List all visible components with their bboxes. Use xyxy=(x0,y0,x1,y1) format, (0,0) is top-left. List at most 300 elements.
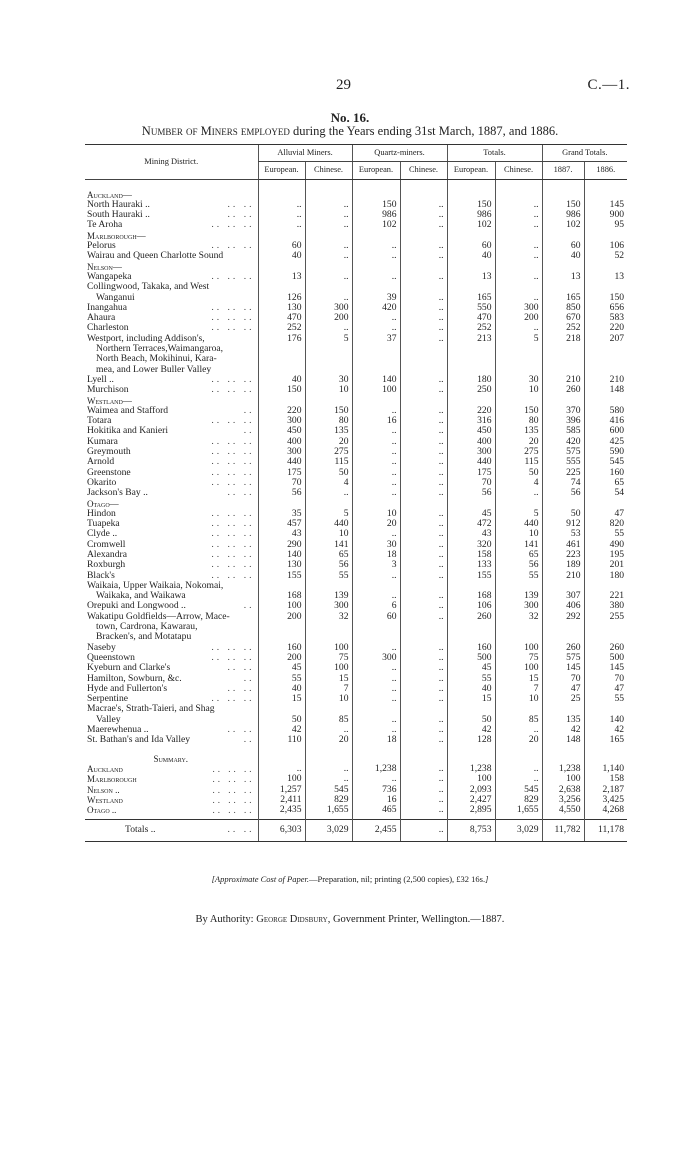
table-cell: .. xyxy=(400,437,447,447)
table-cell: 25 xyxy=(542,694,584,704)
table-cell: 168 xyxy=(447,581,495,602)
locality-name: Lyell .. xyxy=(87,374,114,385)
locality-name-line: North Beach, Mokihinui, Kara- xyxy=(96,353,217,365)
authority-prefix: By Authority: xyxy=(195,914,254,925)
locality-name: Cromwell xyxy=(87,539,126,550)
table-cell: 165 xyxy=(447,282,495,303)
locality-name: Inangahua xyxy=(87,302,127,313)
leader-dots: .. .. xyxy=(227,683,255,694)
table-row xyxy=(85,416,627,426)
leader-dots: .. .. .. xyxy=(211,436,255,447)
table-cell: .. xyxy=(305,725,352,735)
table-row xyxy=(85,334,627,375)
table-cell: .. xyxy=(400,220,447,230)
table-cell: 545 xyxy=(495,785,542,795)
table-cell: .. xyxy=(352,694,400,704)
table-cell: .. xyxy=(305,210,352,220)
table-cell: .. xyxy=(352,457,400,467)
table-cell: .. xyxy=(352,241,400,251)
table-cell: 150 xyxy=(495,406,542,416)
locality-name: Te Aroha xyxy=(87,220,123,231)
table-cell: .. xyxy=(352,663,400,673)
locality-name-line: Wakatipu Goldfields—Arrow, Mace- xyxy=(87,611,230,622)
table-cell: .. xyxy=(400,478,447,488)
table-cell: 55 xyxy=(305,571,352,581)
locality-cell xyxy=(85,303,258,313)
table-cell: .. xyxy=(495,200,542,210)
table-cell: .. xyxy=(495,488,542,498)
table-cell: .. xyxy=(258,210,305,220)
table-cell: 130 xyxy=(258,560,305,570)
table-cell: 2,411 xyxy=(258,795,305,805)
table-cell: 6 xyxy=(352,601,400,611)
table-cell: .. xyxy=(400,735,447,745)
table-cell: 50 xyxy=(495,468,542,478)
table-cell: 218 xyxy=(542,334,584,375)
table-cell: .. xyxy=(400,375,447,385)
table-row xyxy=(85,437,627,447)
table-cell: 15 xyxy=(305,674,352,684)
table-cell: .. xyxy=(305,774,352,784)
district-heading xyxy=(85,231,627,241)
table-cell: 986 xyxy=(447,210,495,220)
table-cell: 260 xyxy=(542,385,584,395)
table-cell: 307 xyxy=(542,581,584,602)
table-cell: 15 xyxy=(495,674,542,684)
locality-name: Black's xyxy=(87,570,115,581)
locality-cell xyxy=(85,601,258,611)
table-row xyxy=(85,220,627,230)
table-cell: .. xyxy=(352,323,400,333)
table-cell: 47 xyxy=(584,684,627,694)
table-cell: 189 xyxy=(542,560,584,570)
locality-name: Kyeburn and Clarke's xyxy=(87,663,171,674)
table-cell: 200 xyxy=(258,653,305,663)
table-cell: 40 xyxy=(258,684,305,694)
summary-district-cell xyxy=(85,774,258,784)
leader-dots: .. .. .. xyxy=(211,539,255,550)
empty-cell xyxy=(447,746,495,764)
table-cell: .. xyxy=(352,447,400,457)
table-cell: .. xyxy=(400,540,447,550)
table-cell: .. xyxy=(305,200,352,210)
table-row xyxy=(85,313,627,323)
table-cell: 176 xyxy=(258,334,305,375)
locality-name: Greenstone xyxy=(87,467,131,478)
empty-cell xyxy=(400,746,447,764)
table-cell: 50 xyxy=(258,704,305,725)
summary-district-name: Otago .. xyxy=(87,805,117,816)
table-cell: .. xyxy=(352,406,400,416)
table-cell: 2,895 xyxy=(447,805,495,815)
table-cell: 70 xyxy=(447,478,495,488)
table-cell: 40 xyxy=(447,684,495,694)
table-cell: 260 xyxy=(584,643,627,653)
table-cell: 252 xyxy=(258,323,305,333)
table-cell: 18 xyxy=(352,735,400,745)
table-row xyxy=(85,468,627,478)
locality-cell xyxy=(85,385,258,395)
totals-row xyxy=(85,820,627,841)
table-row xyxy=(85,385,627,395)
table-cell: 221 xyxy=(584,581,627,602)
locality-cell xyxy=(85,694,258,704)
table-cell: .. xyxy=(400,200,447,210)
table-title-prefix: Number of Miners employed xyxy=(141,124,290,138)
table-number: No. 16. xyxy=(330,110,370,125)
table-cell: 8,753 xyxy=(447,820,495,841)
table-cell: 128 xyxy=(447,735,495,745)
table-cell: 40 xyxy=(258,375,305,385)
table-cell: 20 xyxy=(305,735,352,745)
locality-cell xyxy=(85,323,258,333)
table-cell: 585 xyxy=(542,426,584,436)
subcolumn-chinese: Chinese. xyxy=(400,162,447,179)
cost-note-label: Approximate Cost of Paper. xyxy=(214,874,309,884)
leader-dots: .. .. xyxy=(227,725,255,736)
leader-dots: .. .. .. xyxy=(211,642,255,653)
table-cell: .. xyxy=(400,774,447,784)
table-cell: 39 xyxy=(352,282,400,303)
table-cell: 656 xyxy=(584,303,627,313)
empty-cell xyxy=(584,746,627,764)
table-cell: 150 xyxy=(258,385,305,395)
table-cell: .. xyxy=(258,220,305,230)
table-cell: 300 xyxy=(305,601,352,611)
table-cell: 260 xyxy=(542,643,584,653)
table-cell: 60 xyxy=(352,612,400,643)
table-cell: 40 xyxy=(258,251,305,261)
leader-dots: .. .. .. xyxy=(211,529,255,540)
district-name: Otago— xyxy=(87,498,119,509)
table-cell: .. xyxy=(400,457,447,467)
table-cell: 300 xyxy=(447,447,495,457)
table-cell: 829 xyxy=(495,795,542,805)
table-cell: .. xyxy=(400,795,447,805)
table-cell: 155 xyxy=(447,571,495,581)
table-cell: .. xyxy=(400,581,447,602)
table-cell: .. xyxy=(400,601,447,611)
leader-dots: .. .. .. xyxy=(212,805,255,816)
subcolumn-1886: 1886. xyxy=(584,162,627,179)
leader-dots: .. .. .. xyxy=(211,271,255,282)
table-cell: 50 xyxy=(542,509,584,519)
table-title xyxy=(0,124,700,139)
leader-dots: .. xyxy=(243,426,255,437)
leader-dots: .. .. .. xyxy=(211,467,255,478)
table-cell: 55 xyxy=(584,694,627,704)
table-cell: 5 xyxy=(305,509,352,519)
table-cell: 145 xyxy=(584,200,627,210)
table-cell: .. xyxy=(400,643,447,653)
locality-name: Charleston xyxy=(87,323,129,334)
table-cell: 250 xyxy=(447,385,495,395)
table-cell: 175 xyxy=(258,468,305,478)
table-cell: 580 xyxy=(584,406,627,416)
table-cell: 32 xyxy=(305,612,352,643)
locality-cell xyxy=(85,200,258,210)
table-cell: 141 xyxy=(305,540,352,550)
leader-dots: .. xyxy=(243,673,255,684)
subcolumn-european: European. xyxy=(352,162,400,179)
table-cell: 53 xyxy=(542,529,584,539)
locality-name: Wangapeka xyxy=(87,271,132,282)
locality-name-line: Westport, including Addison's, xyxy=(87,333,205,344)
table-header xyxy=(85,145,627,180)
summary-district-name: Nelson .. xyxy=(87,784,120,795)
document-reference: C.—1. xyxy=(587,77,630,93)
table-row xyxy=(85,571,627,581)
table-cell: .. xyxy=(305,220,352,230)
leader-dots: .. .. .. xyxy=(211,519,255,530)
locality-cell xyxy=(85,313,258,323)
table-cell: 450 xyxy=(258,426,305,436)
table-cell: 10 xyxy=(352,509,400,519)
table-cell: 300 xyxy=(258,447,305,457)
table-cell: 5 xyxy=(495,509,542,519)
spacer-cell xyxy=(258,179,305,190)
table-cell: 55 xyxy=(495,571,542,581)
table-cell: 500 xyxy=(584,653,627,663)
table-cell: 150 xyxy=(305,406,352,416)
locality-cell xyxy=(85,571,258,581)
table-cell: 670 xyxy=(542,313,584,323)
table-cell: .. xyxy=(400,488,447,498)
table-cell: .. xyxy=(400,704,447,725)
locality-cell xyxy=(85,612,258,643)
district-name: Marlborough— xyxy=(87,230,146,241)
page-header xyxy=(0,77,700,99)
table-cell: .. xyxy=(400,385,447,395)
table-cell: 42 xyxy=(542,725,584,735)
table-cell: 80 xyxy=(305,416,352,426)
table-cell: 175 xyxy=(447,468,495,478)
table-cell: 440 xyxy=(305,519,352,529)
table-cell: 450 xyxy=(447,426,495,436)
table-cell: 213 xyxy=(447,334,495,375)
table-cell: 60 xyxy=(258,241,305,251)
locality-name-line: Bracken's, and Motatapu xyxy=(96,631,192,643)
table-cell: 255 xyxy=(584,612,627,643)
table-row xyxy=(85,601,627,611)
table-cell: 10 xyxy=(305,529,352,539)
table-cell: .. xyxy=(352,478,400,488)
table-cell: 500 xyxy=(447,653,495,663)
table-cell: 30 xyxy=(495,375,542,385)
table-cell: .. xyxy=(400,550,447,560)
empty-cell xyxy=(258,746,305,764)
column-totals: Totals. xyxy=(447,145,542,162)
leader-dots: .. .. .. xyxy=(211,570,255,581)
table-row xyxy=(85,663,627,673)
leader-dots: .. .. xyxy=(227,824,255,836)
leader-dots: .. .. xyxy=(227,199,255,210)
table-cell: 300 xyxy=(305,303,352,313)
table-row xyxy=(85,540,627,550)
table-cell: 406 xyxy=(542,601,584,611)
table-cell: 207 xyxy=(584,334,627,375)
table-cell: 32 xyxy=(495,612,542,643)
table-row xyxy=(85,684,627,694)
locality-cell xyxy=(85,468,258,478)
table-cell: 370 xyxy=(542,406,584,416)
locality-cell xyxy=(85,674,258,684)
table-cell: .. xyxy=(352,488,400,498)
table-cell: 736 xyxy=(352,785,400,795)
table-row xyxy=(85,323,627,333)
district-name: Auckland— xyxy=(87,189,132,200)
leader-dots: .. .. xyxy=(227,488,255,499)
locality-cell xyxy=(85,684,258,694)
table-cell: .. xyxy=(305,282,352,303)
header-spacer xyxy=(85,179,627,190)
table-cell: 6,303 xyxy=(258,820,305,841)
table-cell: 16 xyxy=(352,795,400,805)
summary-district-cell xyxy=(85,785,258,795)
table-cell: 5 xyxy=(495,334,542,375)
table-row xyxy=(85,200,627,210)
locality-name: Alexandra xyxy=(87,549,127,560)
summary-row xyxy=(85,795,627,805)
table-cell: .. xyxy=(305,251,352,261)
table-cell: 400 xyxy=(447,437,495,447)
leader-dots: .. .. xyxy=(227,210,255,221)
table-cell: 550 xyxy=(447,303,495,313)
table-cell: .. xyxy=(400,272,447,282)
table-cell: 47 xyxy=(542,684,584,694)
table-cell: 13 xyxy=(542,272,584,282)
summary-heading-row xyxy=(85,746,627,764)
locality-cell xyxy=(85,375,258,385)
table-cell: .. xyxy=(352,272,400,282)
table-cell: 320 xyxy=(447,540,495,550)
table-cell: 252 xyxy=(447,323,495,333)
table-cell: 100 xyxy=(305,663,352,673)
leader-dots: .. .. .. xyxy=(211,560,255,571)
district-heading xyxy=(85,396,627,406)
table-cell: 545 xyxy=(305,785,352,795)
locality-name-line: Valley xyxy=(96,713,121,725)
table-cell: .. xyxy=(400,560,447,570)
table-cell: 11,178 xyxy=(584,820,627,841)
table-cell: 4 xyxy=(305,478,352,488)
table-cell: .. xyxy=(400,468,447,478)
table-cell: 20 xyxy=(495,735,542,745)
table-cell: 16 xyxy=(352,416,400,426)
subcolumn-chinese: Chinese. xyxy=(495,162,542,179)
table-cell: .. xyxy=(258,200,305,210)
table-cell: 100 xyxy=(447,774,495,784)
table-cell: .. xyxy=(400,519,447,529)
table-cell: 141 xyxy=(495,540,542,550)
locality-name: South Hauraki .. xyxy=(87,210,150,221)
locality-cell xyxy=(85,509,258,519)
table-cell: 555 xyxy=(542,457,584,467)
table-cell: .. xyxy=(305,488,352,498)
locality-name: Waimea and Stafford xyxy=(87,405,169,416)
table-cell: 420 xyxy=(542,437,584,447)
table-cell: 65 xyxy=(584,478,627,488)
leader-dots: .. .. .. xyxy=(211,549,255,560)
summary-district-name: Marlborough xyxy=(87,774,137,785)
locality-name-line: mea, and Lower Buller Valley xyxy=(96,363,212,375)
locality-name: Orepuki and Longwood .. xyxy=(87,601,186,612)
spacer-cell xyxy=(305,179,352,190)
subcolumn-european: European. xyxy=(258,162,305,179)
table-cell: .. xyxy=(400,426,447,436)
printer-name: George Didsbury xyxy=(256,914,328,925)
table-cell: 829 xyxy=(305,795,352,805)
table-cell: .. xyxy=(495,241,542,251)
spacer-cell xyxy=(352,179,400,190)
leader-dots: .. .. .. xyxy=(211,416,255,427)
table-cell: 900 xyxy=(584,210,627,220)
table-cell: 150 xyxy=(584,282,627,303)
table-cell: 260 xyxy=(447,612,495,643)
table-row xyxy=(85,375,627,385)
page-number: 29 xyxy=(336,77,351,93)
leader-dots: .. .. .. xyxy=(212,774,255,785)
locality-name-line: town, Cardrona, Kawarau, xyxy=(96,621,198,633)
table-cell: .. xyxy=(495,272,542,282)
leader-dots: .. .. .. xyxy=(211,374,255,385)
table-cell: 4 xyxy=(495,478,542,488)
leader-dots: .. .. .. xyxy=(211,508,255,519)
table-cell: 126 xyxy=(258,282,305,303)
locality-name: Hokitika and Kanieri xyxy=(87,426,168,437)
table-cell: 3,256 xyxy=(542,795,584,805)
table-row xyxy=(85,426,627,436)
table-cell: 100 xyxy=(352,385,400,395)
table-cell: 20 xyxy=(495,437,542,447)
table-cell: .. xyxy=(400,684,447,694)
table-cell: 110 xyxy=(258,735,305,745)
table-cell: 135 xyxy=(542,704,584,725)
table-cell: 42 xyxy=(584,725,627,735)
table-cell: 148 xyxy=(542,735,584,745)
locality-name: Serpentine xyxy=(87,694,129,705)
locality-name: Murchison xyxy=(87,385,129,396)
table-cell: 820 xyxy=(584,519,627,529)
table-cell: 300 xyxy=(495,303,542,313)
table-cell: .. xyxy=(400,612,447,643)
table-cell: 5 xyxy=(305,334,352,375)
locality-cell xyxy=(85,704,258,725)
table-row xyxy=(85,735,627,745)
district-heading xyxy=(85,190,627,200)
table-cell: 80 xyxy=(495,416,542,426)
locality-name: Greymouth xyxy=(87,447,131,458)
table-cell: 150 xyxy=(447,200,495,210)
subcolumn-european: European. xyxy=(447,162,495,179)
table-cell: 195 xyxy=(584,550,627,560)
table-cell: 545 xyxy=(584,457,627,467)
table-cell: 490 xyxy=(584,540,627,550)
locality-name-line: Northern Terraces,Waimangaroa, xyxy=(96,343,224,355)
table-cell: 440 xyxy=(258,457,305,467)
table-row xyxy=(85,704,627,725)
table-cell: .. xyxy=(400,663,447,673)
table-cell: 986 xyxy=(542,210,584,220)
table-cell: 200 xyxy=(495,313,542,323)
table-cell: 115 xyxy=(495,457,542,467)
empty-cell xyxy=(352,746,400,764)
table-cell: 130 xyxy=(258,303,305,313)
summary-district-cell xyxy=(85,764,258,774)
table-cell: 300 xyxy=(495,601,542,611)
table-cell: 70 xyxy=(542,674,584,684)
table-cell: 140 xyxy=(258,550,305,560)
